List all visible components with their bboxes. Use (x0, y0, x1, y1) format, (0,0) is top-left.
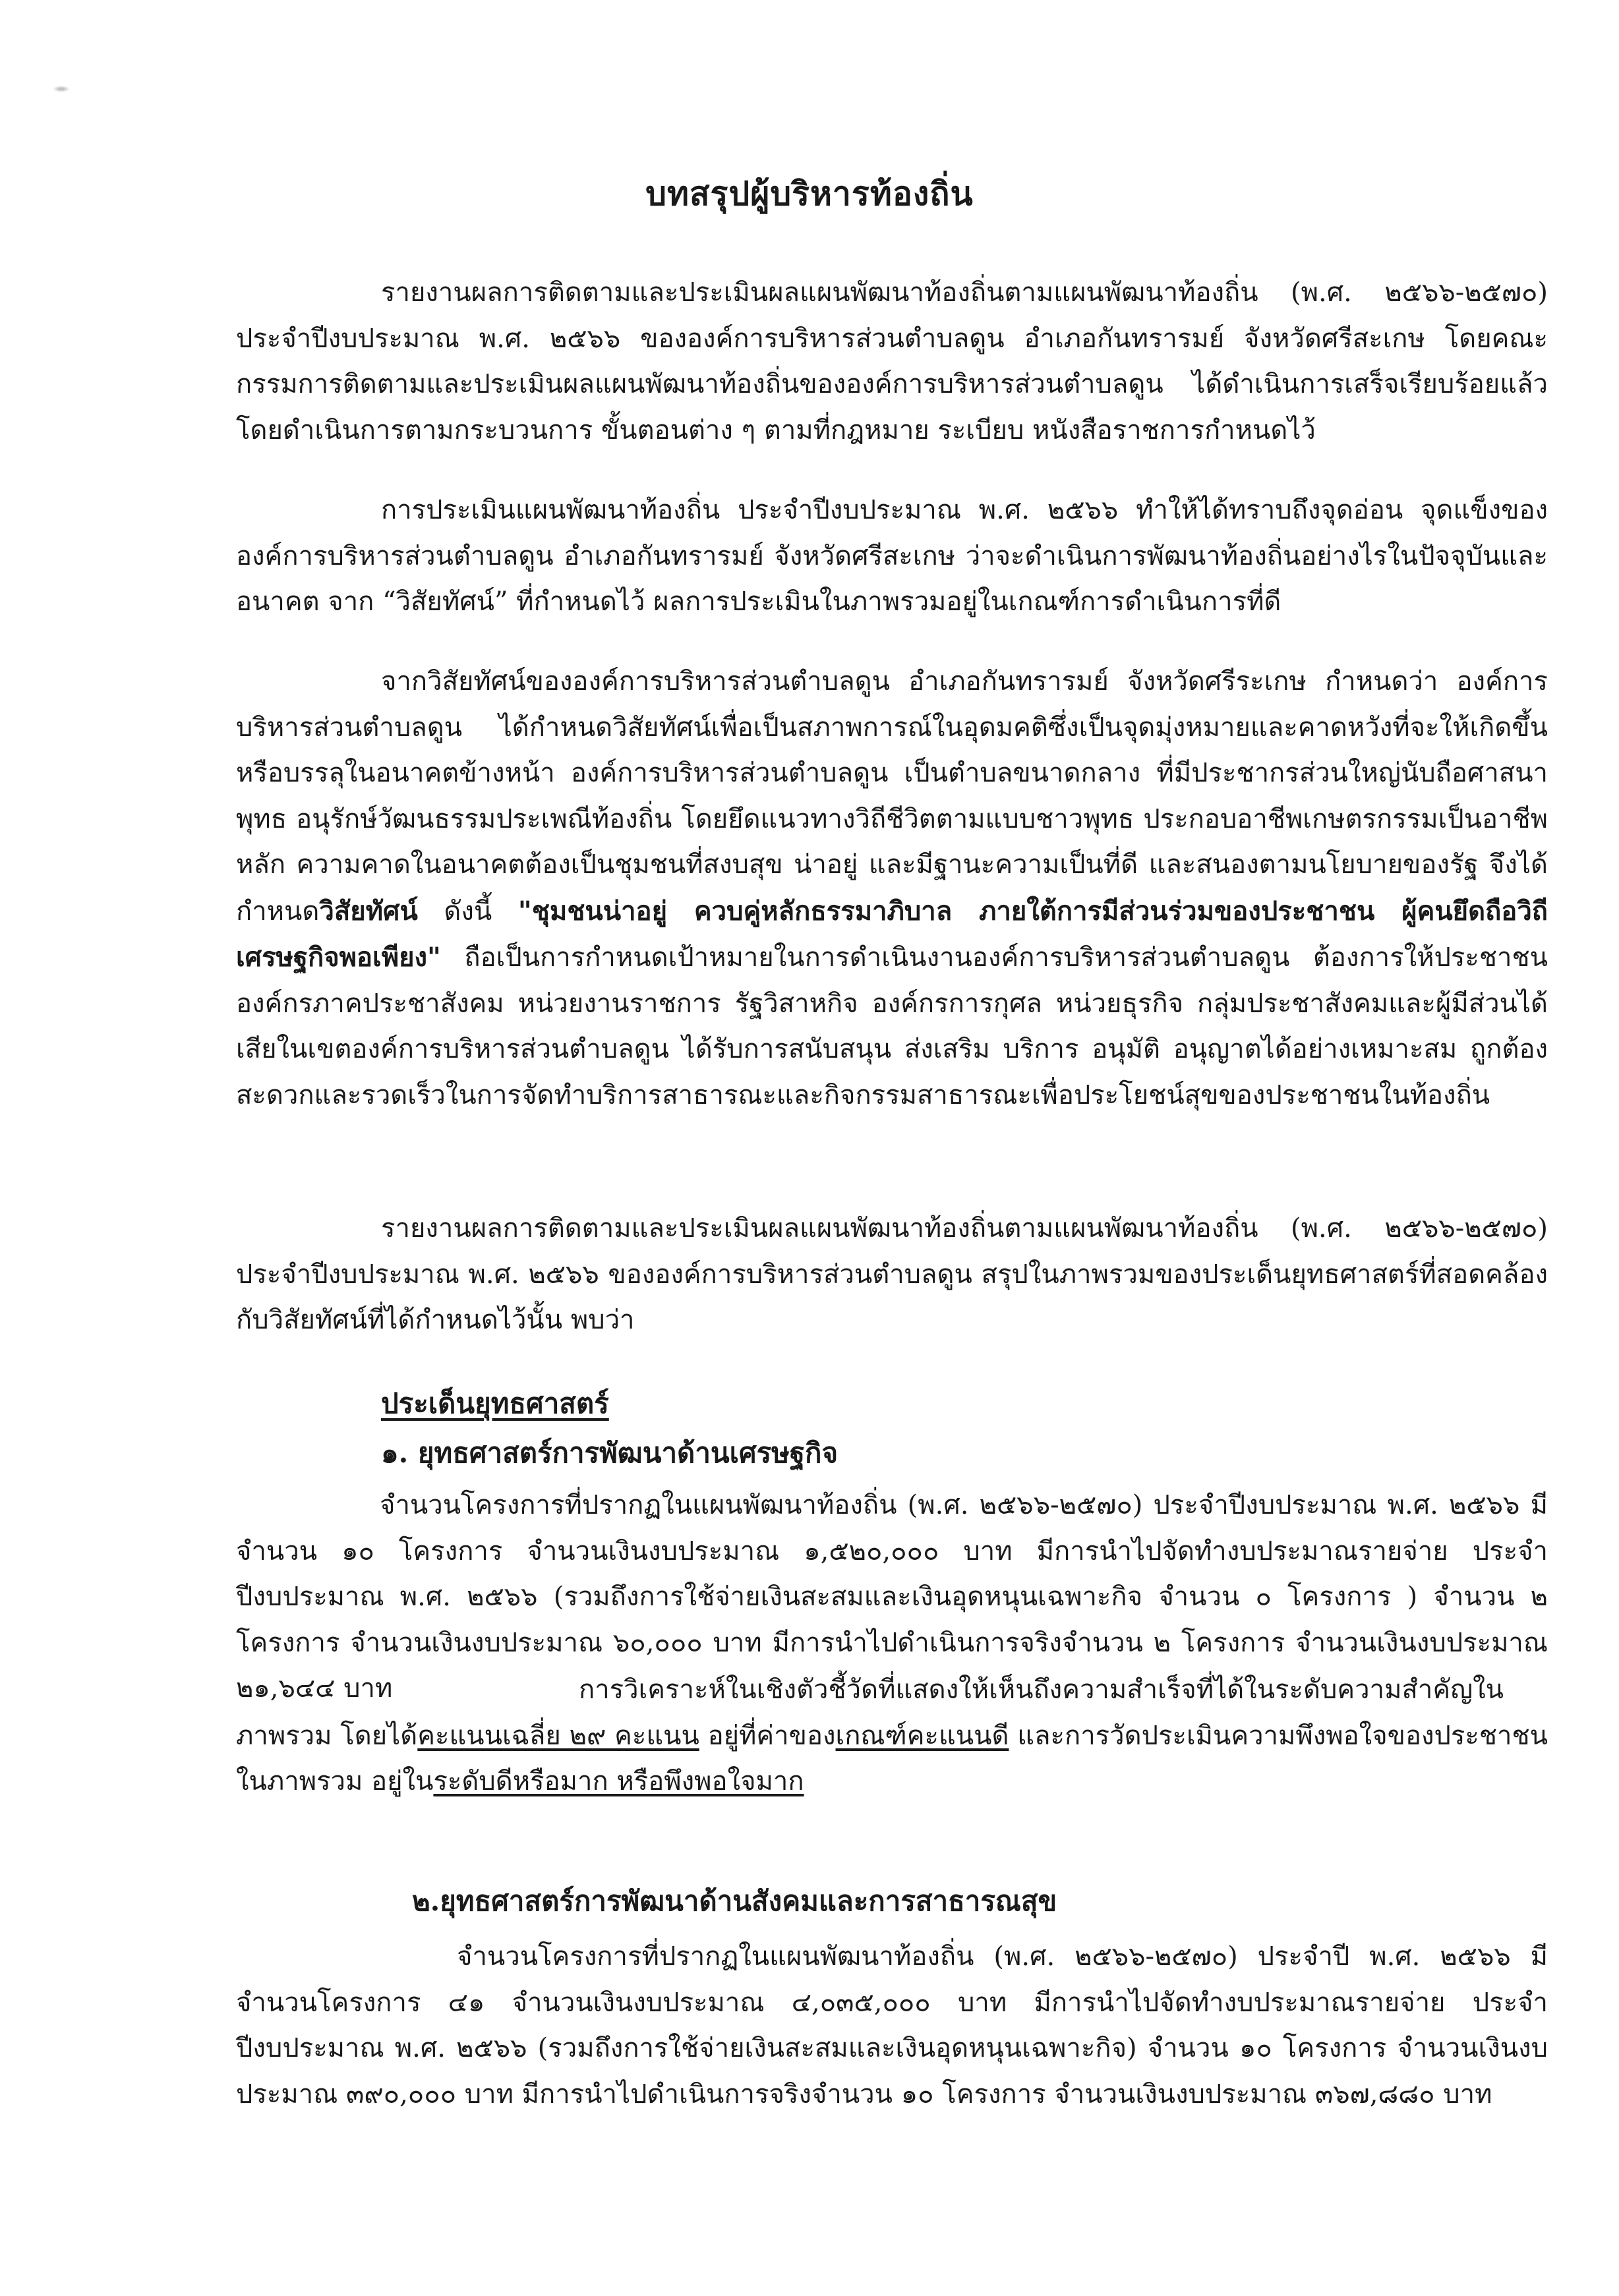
strategy-heading: ประเด็นยุทธศาสตร์ (381, 1387, 609, 1420)
strategy-2-paragraph (236, 1934, 1548, 2117)
paragraph-2 (236, 488, 1548, 625)
analysis-mid-2: และการวัดประเมินความพึงพอใจของประชาชนในภาพรวม อยู่ใน (236, 1720, 1548, 1796)
analysis-intro: การวิเคราะห์ในเชิงตัวชี้วัดที่แสดงให้เห็นถึงความสำเร็จที่ได้ในระดับความสำคัญในภาพรวม โดยได้ (236, 1675, 1504, 1751)
paragraph-3 (236, 659, 1548, 1118)
vision-statement: "ชุมชนน่าอยู่ ควบคู่หลักธรรมาภิบาล ภายใต้การมีส่วนร่วมของประชาชน ผู้คนยึดถือวิถีเศรษฐกิจพอเพียง" (236, 895, 1548, 973)
vision-label: วิสัยทัศน์ (319, 895, 418, 927)
score-criterion: เกณฑ์คะแนนดี (835, 1720, 1009, 1751)
paragraph-1 (236, 270, 1548, 453)
satisfaction-level: ระดับดีหรือมาก หรือพึงพอใจมาก (433, 1766, 804, 1796)
strategy-1-heading: ๑. ยุทธศาสตร์การพัฒนาด้านเศรษฐกิจ (381, 1437, 839, 1469)
average-score: คะแนนเฉลี่ย ๒๙ คะแนน (417, 1720, 699, 1751)
paragraph-4-text: รายงานผลการติดตามและประเมินผลแผนพัฒนาท้องถิ่นตามแผนพัฒนาท้องถิ่น (พ.ศ. ๒๕๖๖-๒๕๗๐) ประจำปีงบประมาณ พ.ศ. ๒๕๖๖ ขององค์การบริหารส่วนตำบลดูน สรุปในภาพรวมของประเด็นยุทธศาสตร์ที่สอดคล้องกับวิสัยทัศน์ที่ได้กำหนดไว้นั้น พบว่า (236, 1213, 1548, 1335)
strategy-1-text: จำนวนโครงการที่ปรากฏในแผนพัฒนาท้องถิ่น (พ.ศ. ๒๕๖๖-๒๕๗๐) ประจำปีงบประมาณ พ.ศ. ๒๕๖๖ มีจำนวน ๑๐ โครงการ จำนวนเงินงบประมาณ ๑,๕๒๐,๐๐๐ บาท มีการนำไปจัดทำงบประมาณรายจ่าย ประจำปีงบประมาณ พ.ศ. ๒๕๖๖ (รวมถึงการใช้จ่ายเงินสะสมและเงินอุดหนุนเฉพาะกิจ จำนวน ๐ โครงการ ) จำนวน ๒ โครงการ จำนวนเงินงบประมาณ ๖๐,๐๐๐ บาท มีการนำไปดำเนินการจริงจำนวน ๒ โครงการ จำนวนเงินงบประมาณ ๒๑,๖๔๔ บาท (236, 1490, 1548, 1704)
analysis-mid-1: อยู่ที่ค่าของ (699, 1720, 836, 1751)
strategy-2-text: จำนวนโครงการที่ปรากฏในแผนพัฒนาท้องถิ่น (พ.ศ. ๒๕๖๖-๒๕๗๐) ประจำปี พ.ศ. ๒๕๖๖ มีจำนวนโครงการ ๔๑ จำนวนเงินงบประมาณ ๔,๐๓๕,๐๐๐ บาท มีการนำไปจัดทำงบประมาณรายจ่าย ประจำปีงบประมาณ พ.ศ. ๒๕๖๖ (รวมถึงการใช้จ่ายเงินสะสมและเงินอุดหนุนเฉพาะกิจ) จำนวน ๑๐ โครงการ จำนวนเงินงบประมาณ ๓๙๐,๐๐๐ บาท มีการนำไปดำเนินการจริงจำนวน ๑๐ โครงการ จำนวนเงินงบประมาณ ๓๖๗,๘๘๐ บาท (236, 1941, 1548, 2109)
page-title: บทสรุปผู้บริหารท้องถิ่น (645, 174, 974, 213)
strategy-1-analysis (236, 1667, 1548, 1805)
paragraph-2-text: การประเมินแผนพัฒนาท้องถิ่น ประจำปีงบประมาณ พ.ศ. ๒๕๖๖ ทำให้ได้ทราบถึงจุดอ่อน จุดแข็งขององค์การบริหารส่วนตำบลดูน อำเภอกันทรารมย์ จังหวัดศรีสะเกษ ว่าจะดำเนินการพัฒนาท้องถิ่นอย่างไรในปัจจุบันและอนาคต จาก “วิสัยทัศน์” ที่กำหนดไว้ ผลการประเมินในภาพรวมอยู่ในเกณฑ์การดำเนินการที่ดี (236, 495, 1548, 617)
paragraph-1-text: รายงานผลการติดตามและประเมินผลแผนพัฒนาท้องถิ่นตามแผนพัฒนาท้องถิ่น (พ.ศ. ๒๕๖๖-๒๕๗๐) ประจำปีงบประมาณ พ.ศ. ๒๕๖๖ ขององค์การบริหารส่วนตำบลดูน อำเภอกันทรารมย์ จังหวัดศรีสะเกษ โดยคณะกรรมการติดตามและประเมินผลแผนพัฒนาท้องถิ่นขององค์การบริหารส่วนตำบลดูน ได้ดำเนินการเสร็จเรียบร้อยแล้ว โดยดำเนินการตามกระบวนการ ขั้นตอนต่าง ๆ ตามที่กฎหมาย ระเบียบ หนังสือราชการกำหนดไว้ (236, 277, 1548, 445)
paragraph-3-connector: ดังนี้ (417, 896, 518, 927)
paragraph-3-tail: ถือเป็นการกำหนดเป้าหมายในการดำเนินงานองค์การบริหารส่วนตำบลดูน ต้องการให้ประชาชน องค์กรภาคประชาสังคม หน่วยงานราชการ รัฐวิสาหกิจ องค์กรการกุศล หน่วยธุรกิจ กลุ่มประชาสังคมและผู้มีส่วนได้เสียในเขตองค์การบริหารส่วนตำบลดูน ได้รับการสนับสนุน ส่งเสริม บริการ อนุมัติ อนุญาตได้อย่างเหมาะสม ถูกต้อง สะดวกและรวดเร็วในการจัดทำบริการสาธารณะและกิจกรรมสาธารณะเพื่อประโยชน์สุขของประชาชนในท้องถิ่น (236, 942, 1548, 1110)
paragraph-4 (236, 1206, 1548, 1344)
paragraph-3-text: จากวิสัยทัศน์ขององค์การบริหารส่วนตำบลดูน อำเภอกันทรารมย์ จังหวัดศรีระเกษ กำหนดว่า องค์การบริหารส่วนตำบลดูน ได้กำหนดวิสัยทัศน์เพื่อเป็นสภาพการณ์ในอุดมคติซึ่งเป็นจุดมุ่งหมายและคาดหวังที่จะให้เกิดขึ้นหรือบรรลุในอนาคตข้างหน้า องค์การบริหารส่วนตำบลดูน เป็นตำบลขนาดกลาง ที่มีประชากรส่วนใหญ่นับถือศาสนาพุทธ อนุรักษ์วัฒนธรรมประเพณีท้องถิ่น โดยยึดแนวทางวิถีชีวิตตามแบบชาวพุทธ ประกอบอาชีพเกษตรกรรมเป็นอาชีพหลัก ความคาดในอนาคตต้องเป็นชุมชนที่สงบสุข น่าอยู่ และมีฐานะความเป็นที่ดี และสนองตามนโยบายของรัฐ จึงได้กำหนด (236, 666, 1548, 927)
strategy-2-heading: ๒.ยุทธศาสตร์การพัฒนาด้านสังคมและการสาธารณสุข (412, 1885, 1057, 1917)
scan-speck (53, 86, 70, 92)
